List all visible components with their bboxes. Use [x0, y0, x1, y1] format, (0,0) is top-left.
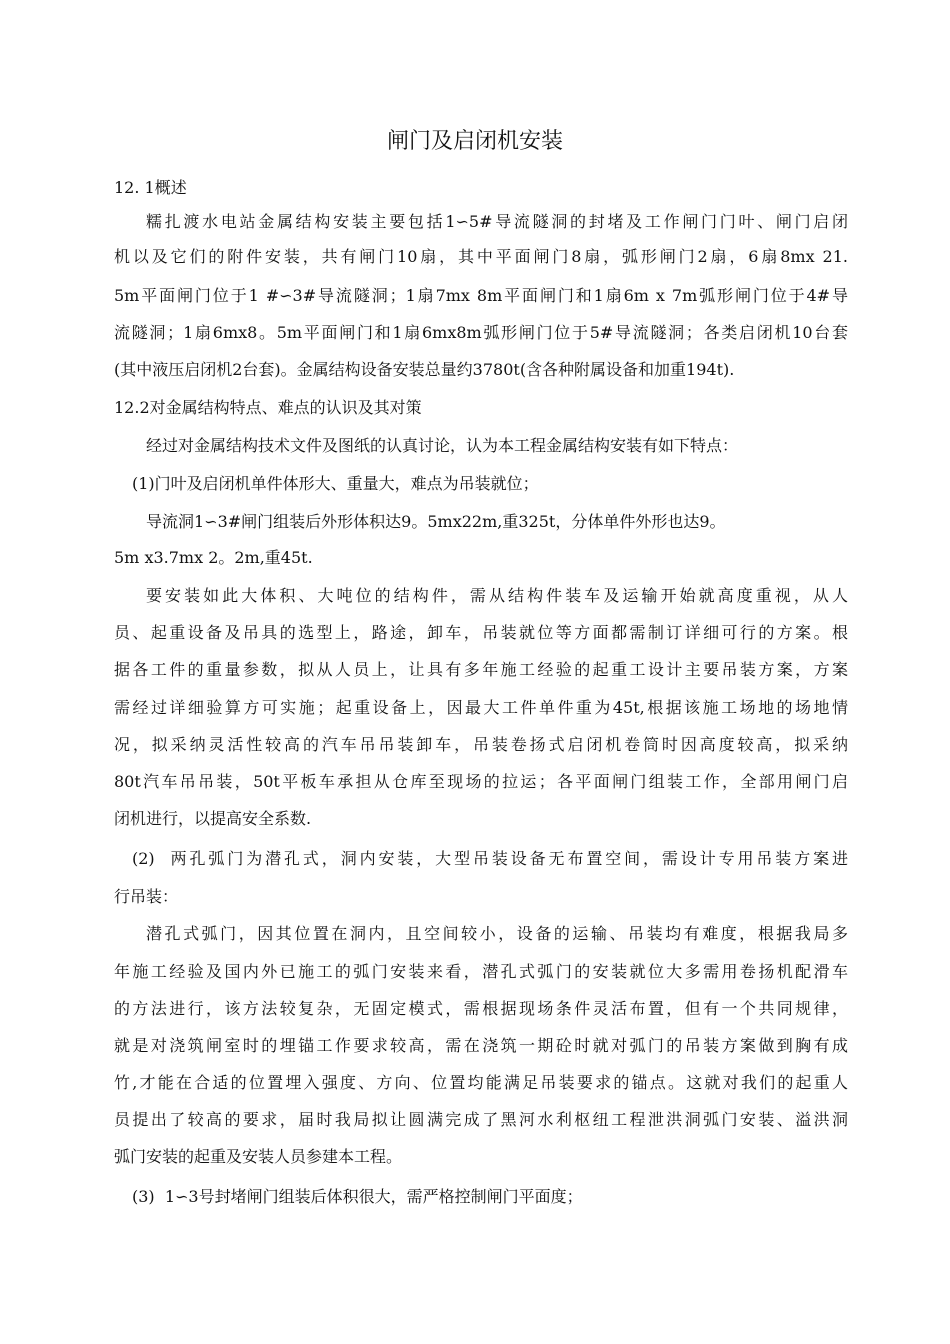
section-heading-12-2: 12.2对金属结构特点、难点的认识及其对策 — [114, 398, 422, 417]
list-item-3: (3) 1∽3号封堵闸门组装后体积很大，需严格控制闸门平面度； — [132, 1187, 583, 1206]
paragraph-line: 经过对金属结构技术文件及图纸的认真讨论，认为本工程金属结构安装有如下特点： — [146, 436, 739, 455]
paragraph-line: 机以及它们的附件安装，共有闸门10扇，其中平面闸门8扇，弧形闸门2扇，6扇8mx 21. — [114, 247, 848, 266]
paragraph-line: 要安装如此大体积、大吨位的结构件，需从结构件装车及运输开始就高度重视，从人 — [146, 586, 848, 605]
paragraph-line: 5m x3.7mx 2。2m,重45t. — [114, 548, 313, 567]
paragraph-line: 的方法进行，该方法较复杂，无固定模式，需根据现场条件灵活布置，但有一个共同规律， — [114, 999, 848, 1018]
paragraph-line: 员提出了较高的要求，届时我局拟让圆满完成了黑河水利枢纽工程泄洪洞弧门安装、溢洪洞 — [114, 1110, 848, 1129]
paragraph-line: 弧门安装的起重及安装人员参建本工程。 — [114, 1147, 403, 1166]
paragraph-line: 潜孔式弧门，因其位置在洞内，且空间较小，设备的运输、吊装均有难度，根据我局多 — [146, 924, 848, 943]
paragraph-line: 糯扎渡水电站金属结构安装主要包括1∽5#导流隧洞的封堵及工作闸门门叶、闸门启闭 — [146, 212, 848, 231]
paragraph-line: 导流洞1∽3#闸门组装后外形体积达9。5mx22m,重325t，分体单件外形也达9。 — [146, 512, 726, 531]
paragraph-line: 5m平面闸门位于1 #∽3#导流隧洞；1扇7mx 8m平面闸门和1扇6m x 7m弧形闸门位于4#导 — [114, 286, 848, 305]
paragraph-line: 流隧洞；1扇6mx8。5m平面闸门和1扇6mx8m弧形闸门位于5#导流隧洞；各类启闭机10台套 — [114, 323, 848, 342]
paragraph-line: 据各工件的重量参数，拟从人员上，让具有多年施工经验的起重工设计主要吊装方案，方案 — [114, 660, 848, 679]
list-item-2: (2) 两孔弧门为潜孔式，洞内安装，大型吊装设备无布置空间，需设计专用吊装方案进 — [132, 849, 848, 868]
paragraph-line: 况，拟采纳灵活性较高的汽车吊吊装卸车，吊装卷扬式启闭机卷筒时因高度较高，拟采纳 — [114, 735, 848, 754]
paragraph-line: 需经过详细验算方可实施；起重设备上，因最大工件单件重为45t,根据该施工场地的场地情 — [114, 698, 848, 717]
list-item-1: (1)门叶及启闭机单件体形大、重量大，难点为吊装就位； — [132, 474, 539, 493]
page-title: 闸门及启闭机安装 — [386, 129, 563, 154]
paragraph-line: (其中液压启闭机2台套)。金属结构设备安装总量约3780t(含各种附属设备和加重194t). — [114, 360, 735, 379]
paragraph-line: 就是对浇筑闸室时的埋锚工作要求较高，需在浇筑一期砼时就对弧门的吊装方案做到胸有成 — [114, 1036, 848, 1055]
section-heading-12-1: 12. 1概述 — [114, 178, 187, 197]
paragraph-line: 竹,才能在合适的位置埋入强度、方向、位置均能满足吊装要求的锚点。这就对我们的起重人 — [114, 1073, 848, 1092]
paragraph-line: 年施工经验及国内外已施工的弧门安装来看，潜孔式弧门的安装就位大多需用卷扬机配滑车 — [114, 962, 848, 981]
paragraph-line: 行吊装： — [114, 887, 179, 906]
paragraph-line: 80t汽车吊吊装，50t平板车承担从仓库至现场的拉运；各平面闸门组装工作，全部用闸门启 — [114, 772, 848, 791]
paragraph-line: 闭机进行，以提高安全系数. — [114, 809, 312, 828]
paragraph-line: 员、起重设备及吊具的选型上，路途，卸车，吊装就位等方面都需制订详细可行的方案。根 — [114, 623, 848, 642]
